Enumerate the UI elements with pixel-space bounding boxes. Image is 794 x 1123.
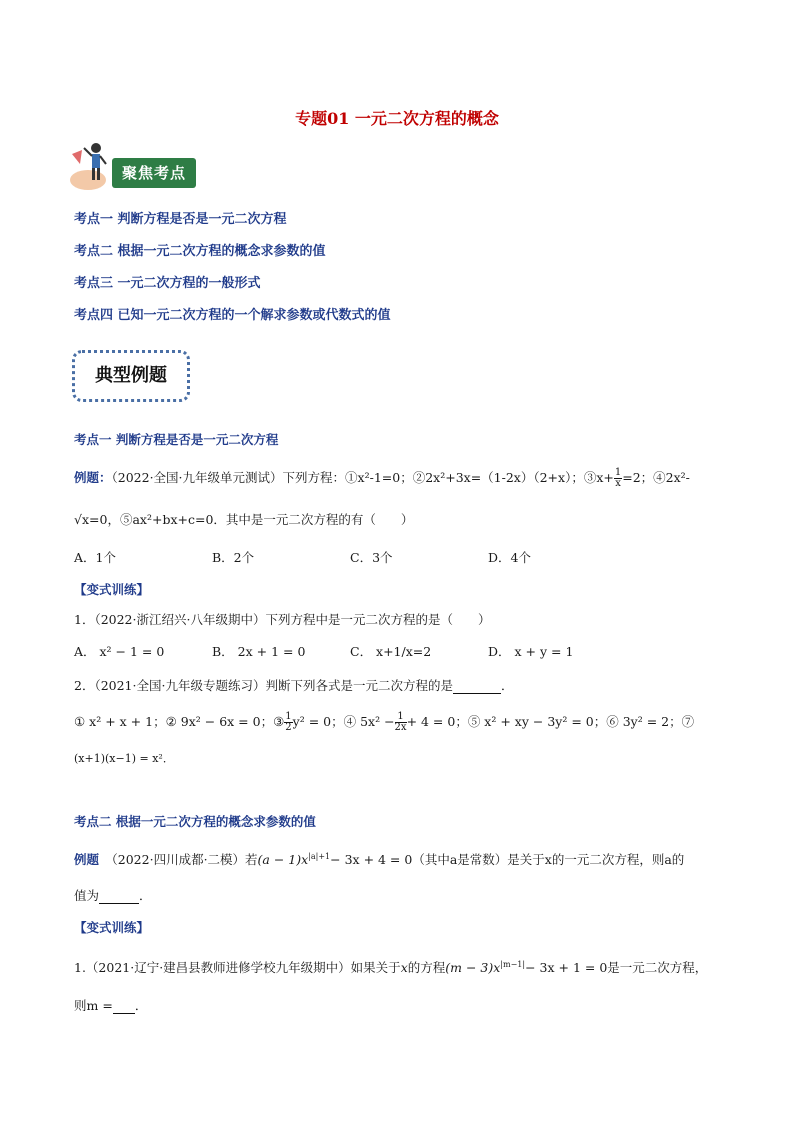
example-source-2: （2022·四川成都·二模）若 — [111, 852, 258, 867]
example-exponent-2: |a|+1 — [308, 851, 331, 861]
option-c[interactable]: C．3个 — [350, 550, 393, 565]
question-1-options — [74, 642, 694, 662]
q2-equation-7: (x+1)(x−1) = x²． — [74, 752, 174, 765]
question-2: 2．（2021·全国·九年级专题练习）判断下列各式是一元二次方程的是 ． — [74, 678, 514, 693]
key-point-4: 考点四 已知一元二次方程的一个解求参数或代数式的值 — [74, 308, 391, 323]
q2-equations-a: ① x² + x + 1；② 9x² − 6x = 0；③ — [74, 714, 285, 729]
variant-training-1: 【变式训练】 — [74, 582, 150, 597]
section1-example-line2 — [74, 510, 413, 528]
section2-example-line2: 值为 ． — [74, 888, 152, 903]
fraction-1-over-2: $\frac{1}{2}$ — [285, 711, 292, 733]
question-2-text: 2．（2021·全国·九年级专题练习）判断下列各式是一元二次方程的是 — [74, 678, 453, 693]
equation-2: ②2x²+3x=（1-2x）（2+x）； — [412, 470, 584, 485]
sqrt-equation: √x=0， — [74, 512, 120, 527]
question-1: 1．（2022·浙江绍兴·八年级期中）下列方程中是一元二次方程的是（ ） — [74, 612, 491, 627]
q1-option-c[interactable]: C． x+1/x=2 — [350, 644, 432, 659]
m-label: 则m = — [74, 998, 113, 1013]
section2-question-1-line2: 则m = ． — [74, 998, 148, 1013]
focus-banner — [66, 140, 206, 192]
example-box: 典型例题 — [72, 350, 190, 402]
answer-blank-2[interactable] — [99, 888, 139, 904]
section2-heading: 考点二 根据一元二次方程的概念求参数的值 — [74, 814, 316, 829]
q2-equations-b: y² = 0；④ 5x² − — [292, 714, 395, 729]
section2-example-line1 — [74, 850, 684, 868]
key-point-3: 考点三 一元二次方程的一般形式 — [74, 276, 261, 291]
fraction-1-over-x: $\frac{1}{x}$ — [614, 467, 622, 489]
answer-blank[interactable] — [453, 678, 501, 694]
answer-blank-3[interactable] — [113, 998, 135, 1014]
equation-5: ⑤ax²+bx+c=0．其中是一元二次方程的有（ ） — [119, 512, 414, 527]
equation-1: ①x²-1=0； — [345, 470, 413, 485]
focus-badge-label: 聚焦考点 — [112, 158, 196, 188]
q1-option-b[interactable]: B． 2x + 1 = 0 — [212, 644, 306, 659]
s2-q1-exponent: |m−1| — [500, 959, 526, 969]
variant-training-2: 【变式训练】 — [74, 920, 150, 935]
s2-q1-equation: (m − 3)x — [445, 960, 501, 975]
section1-options — [74, 548, 694, 568]
fraction-1-over-2x: $\frac{1}{2x}$ — [394, 711, 407, 733]
equation-3-suffix: =2； — [622, 470, 654, 485]
section2-question-1 — [74, 958, 707, 976]
example-source: （2022·全国·九年级单元测试）下列方程： — [111, 470, 346, 485]
example-label-2: 例题 — [74, 852, 100, 867]
example-equation-2: (a − 1)x — [257, 852, 309, 867]
s2-q1-tail: − 3x + 1 = 0是一元二次方程， — [525, 960, 708, 975]
equation-4: ④2x²- — [653, 470, 690, 485]
option-b[interactable]: B．2个 — [212, 550, 255, 565]
key-point-2: 考点二 根据一元二次方程的概念求参数的值 — [74, 244, 326, 259]
equation-3-prefix: ③x+ — [583, 470, 614, 485]
s2-q1-var: x — [400, 960, 408, 975]
q1-option-a[interactable]: A． x² − 1 = 0 — [74, 644, 165, 659]
section1-example-line1 — [74, 468, 690, 489]
section1-heading: 考点一 判断方程是否是一元二次方程 — [74, 432, 279, 447]
option-a[interactable]: A．1个 — [74, 550, 116, 565]
q1-option-d[interactable]: D． x + y = 1 — [488, 644, 574, 659]
value-label: 值为 — [74, 888, 100, 903]
question-2-equations — [74, 712, 694, 733]
page-title: 专题01 一元二次方程的概念 — [295, 109, 499, 128]
s2-q1-text: 的方程 — [407, 960, 446, 975]
example-label: 例题： — [74, 470, 112, 485]
q2-equations-c: + 4 = 0；⑤ x² + xy − 3y² = 0；⑥ 3y² = 2；⑦ — [406, 714, 695, 729]
key-point-1: 考点一 判断方程是否是一元二次方程 — [74, 212, 287, 227]
example-text-2: − 3x + 4 = 0（其中a是常数）是关于x的一元二次方程，则a的 — [330, 852, 685, 867]
s2-q1-source: 1.（2021·辽宁·建昌县教师进修学校九年级期中）如果关于 — [74, 960, 401, 975]
option-d[interactable]: D．4个 — [488, 550, 531, 565]
